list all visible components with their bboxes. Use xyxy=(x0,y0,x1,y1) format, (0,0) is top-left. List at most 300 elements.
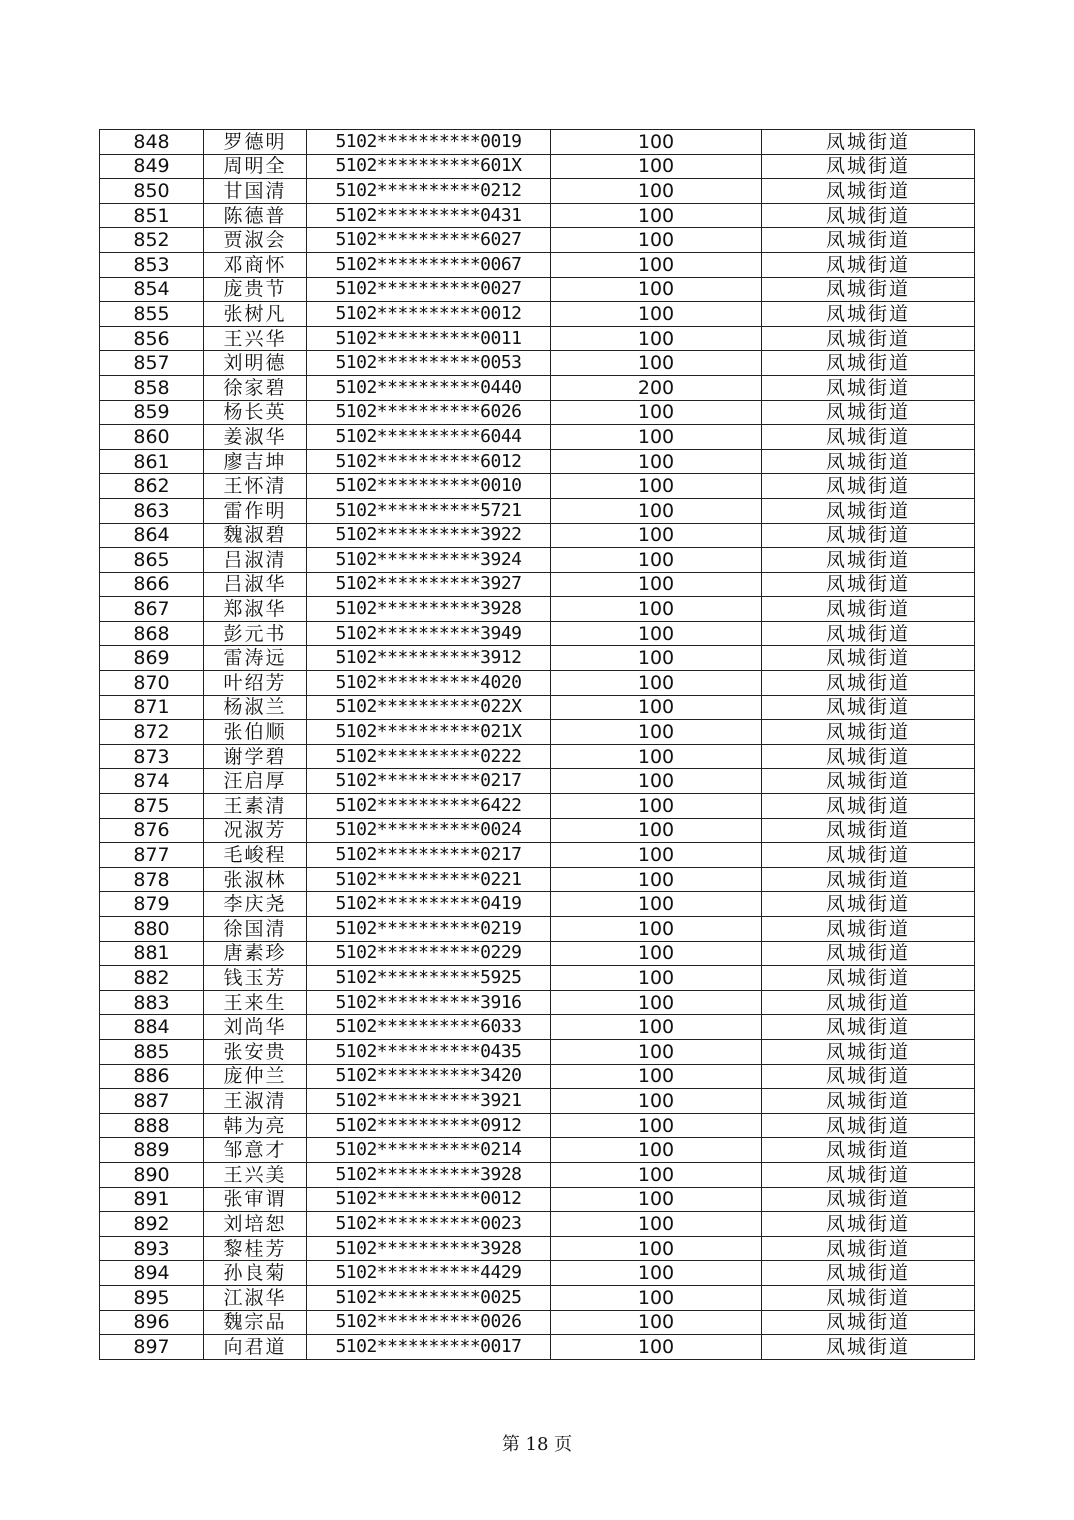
person-name-cell: 刘尚华 xyxy=(204,1015,307,1040)
table-row xyxy=(100,203,975,228)
street-name-cell: 凤城街道 xyxy=(762,351,975,376)
street-name-cell: 凤城街道 xyxy=(762,867,975,892)
amount-cell: 100 xyxy=(551,621,762,646)
table-row xyxy=(100,1212,975,1237)
amount-cell: 100 xyxy=(551,646,762,671)
person-name-cell: 刘培恕 xyxy=(204,1212,307,1237)
table-row xyxy=(100,1089,975,1114)
row-number-cell: 873 xyxy=(100,744,204,769)
person-name-cell: 汪启厚 xyxy=(204,769,307,794)
person-name-cell: 吕淑华 xyxy=(204,572,307,597)
subsidy-table xyxy=(99,129,975,1360)
row-number-cell: 891 xyxy=(100,1187,204,1212)
person-name-cell: 刘明德 xyxy=(204,351,307,376)
table-row xyxy=(100,154,975,179)
amount-cell: 100 xyxy=(551,867,762,892)
row-number-cell: 877 xyxy=(100,843,204,868)
person-name-cell: 韩为亮 xyxy=(204,1113,307,1138)
id-number-cell: 5102**********0435 xyxy=(307,1039,551,1064)
street-name-cell: 凤城街道 xyxy=(762,671,975,696)
id-number-cell: 5102**********3928 xyxy=(307,597,551,622)
street-name-cell: 凤城街道 xyxy=(762,720,975,745)
street-name-cell: 凤城街道 xyxy=(762,1039,975,1064)
amount-cell: 100 xyxy=(551,400,762,425)
id-number-cell: 5102**********3420 xyxy=(307,1064,551,1089)
street-name-cell: 凤城街道 xyxy=(762,597,975,622)
person-name-cell: 姜淑华 xyxy=(204,425,307,450)
id-number-cell: 5102**********3922 xyxy=(307,523,551,548)
row-number-cell: 866 xyxy=(100,572,204,597)
person-name-cell: 张审谓 xyxy=(204,1187,307,1212)
street-name-cell: 凤城街道 xyxy=(762,1089,975,1114)
street-name-cell: 凤城街道 xyxy=(762,523,975,548)
table-row xyxy=(100,621,975,646)
amount-cell: 100 xyxy=(551,990,762,1015)
id-number-cell: 5102**********0212 xyxy=(307,179,551,204)
amount-cell: 100 xyxy=(551,966,762,991)
amount-cell: 100 xyxy=(551,1162,762,1187)
row-number-cell: 881 xyxy=(100,941,204,966)
table-row xyxy=(100,818,975,843)
id-number-cell: 5102**********0217 xyxy=(307,843,551,868)
amount-cell: 100 xyxy=(551,523,762,548)
street-name-cell: 凤城街道 xyxy=(762,695,975,720)
street-name-cell: 凤城街道 xyxy=(762,548,975,573)
street-name-cell: 凤城街道 xyxy=(762,1162,975,1187)
id-number-cell: 5102**********3928 xyxy=(307,1236,551,1261)
id-number-cell: 5102**********3916 xyxy=(307,990,551,1015)
table-row xyxy=(100,1162,975,1187)
street-name-cell: 凤城街道 xyxy=(762,154,975,179)
table-row xyxy=(100,671,975,696)
amount-cell: 100 xyxy=(551,1310,762,1335)
id-number-cell: 5102**********0229 xyxy=(307,941,551,966)
row-number-cell: 880 xyxy=(100,917,204,942)
amount-cell: 100 xyxy=(551,892,762,917)
person-name-cell: 王怀清 xyxy=(204,474,307,499)
row-number-cell: 848 xyxy=(100,130,204,155)
row-number-cell: 869 xyxy=(100,646,204,671)
amount-cell: 100 xyxy=(551,941,762,966)
street-name-cell: 凤城街道 xyxy=(762,892,975,917)
person-name-cell: 杨长英 xyxy=(204,400,307,425)
person-name-cell: 况淑芳 xyxy=(204,818,307,843)
person-name-cell: 周明全 xyxy=(204,154,307,179)
table-row xyxy=(100,425,975,450)
street-name-cell: 凤城街道 xyxy=(762,646,975,671)
table-row xyxy=(100,498,975,523)
table-row xyxy=(100,769,975,794)
table-row xyxy=(100,277,975,302)
person-name-cell: 雷作明 xyxy=(204,498,307,523)
table-row xyxy=(100,1039,975,1064)
table-row xyxy=(100,720,975,745)
row-number-cell: 871 xyxy=(100,695,204,720)
amount-cell: 100 xyxy=(551,769,762,794)
amount-cell: 100 xyxy=(551,302,762,327)
table-row xyxy=(100,548,975,573)
amount-cell: 100 xyxy=(551,252,762,277)
id-number-cell: 5102**********0219 xyxy=(307,917,551,942)
amount-cell: 100 xyxy=(551,1335,762,1360)
person-name-cell: 徐国清 xyxy=(204,917,307,942)
person-name-cell: 唐素珍 xyxy=(204,941,307,966)
amount-cell: 100 xyxy=(551,1039,762,1064)
table-row xyxy=(100,400,975,425)
table-row xyxy=(100,326,975,351)
amount-cell: 100 xyxy=(551,498,762,523)
amount-cell: 100 xyxy=(551,130,762,155)
street-name-cell: 凤城街道 xyxy=(762,769,975,794)
id-number-cell: 5102**********0419 xyxy=(307,892,551,917)
amount-cell: 200 xyxy=(551,375,762,400)
row-number-cell: 893 xyxy=(100,1236,204,1261)
row-number-cell: 874 xyxy=(100,769,204,794)
table-row xyxy=(100,966,975,991)
amount-cell: 100 xyxy=(551,326,762,351)
row-number-cell: 875 xyxy=(100,794,204,819)
id-number-cell: 5102**********6026 xyxy=(307,400,551,425)
person-name-cell: 向君道 xyxy=(204,1335,307,1360)
amount-cell: 100 xyxy=(551,917,762,942)
table-row xyxy=(100,1138,975,1163)
street-name-cell: 凤城街道 xyxy=(762,425,975,450)
id-number-cell: 5102**********0221 xyxy=(307,867,551,892)
amount-cell: 100 xyxy=(551,1089,762,1114)
person-name-cell: 张淑林 xyxy=(204,867,307,892)
person-name-cell: 陈德普 xyxy=(204,203,307,228)
amount-cell: 100 xyxy=(551,179,762,204)
table-row xyxy=(100,351,975,376)
table-row xyxy=(100,917,975,942)
amount-cell: 100 xyxy=(551,720,762,745)
row-number-cell: 868 xyxy=(100,621,204,646)
amount-cell: 100 xyxy=(551,744,762,769)
row-number-cell: 853 xyxy=(100,252,204,277)
street-name-cell: 凤城街道 xyxy=(762,621,975,646)
id-number-cell: 5102**********0053 xyxy=(307,351,551,376)
id-number-cell: 5102**********6033 xyxy=(307,1015,551,1040)
street-name-cell: 凤城街道 xyxy=(762,1113,975,1138)
id-number-cell: 5102**********3927 xyxy=(307,572,551,597)
row-number-cell: 896 xyxy=(100,1310,204,1335)
row-number-cell: 867 xyxy=(100,597,204,622)
table-row xyxy=(100,1310,975,1335)
row-number-cell: 849 xyxy=(100,154,204,179)
row-number-cell: 855 xyxy=(100,302,204,327)
id-number-cell: 5102**********0025 xyxy=(307,1285,551,1310)
person-name-cell: 张树凡 xyxy=(204,302,307,327)
table-row xyxy=(100,1064,975,1089)
amount-cell: 100 xyxy=(551,818,762,843)
id-number-cell: 5102**********3949 xyxy=(307,621,551,646)
id-number-cell: 5102**********0026 xyxy=(307,1310,551,1335)
person-name-cell: 钱玉芳 xyxy=(204,966,307,991)
amount-cell: 100 xyxy=(551,277,762,302)
amount-cell: 100 xyxy=(551,1212,762,1237)
id-number-cell: 5102**********0012 xyxy=(307,302,551,327)
street-name-cell: 凤城街道 xyxy=(762,302,975,327)
row-number-cell: 859 xyxy=(100,400,204,425)
street-name-cell: 凤城街道 xyxy=(762,1212,975,1237)
street-name-cell: 凤城街道 xyxy=(762,449,975,474)
person-name-cell: 甘国清 xyxy=(204,179,307,204)
page-number: 第 18 页 xyxy=(501,1434,573,1455)
id-number-cell: 5102**********4020 xyxy=(307,671,551,696)
id-number-cell: 5102**********0214 xyxy=(307,1138,551,1163)
street-name-cell: 凤城街道 xyxy=(762,744,975,769)
row-number-cell: 882 xyxy=(100,966,204,991)
table-row xyxy=(100,523,975,548)
amount-cell: 100 xyxy=(551,1064,762,1089)
street-name-cell: 凤城街道 xyxy=(762,818,975,843)
row-number-cell: 889 xyxy=(100,1138,204,1163)
street-name-cell: 凤城街道 xyxy=(762,474,975,499)
id-number-cell: 5102**********3921 xyxy=(307,1089,551,1114)
street-name-cell: 凤城街道 xyxy=(762,130,975,155)
id-number-cell: 5102**********6027 xyxy=(307,228,551,253)
id-number-cell: 5102**********021X xyxy=(307,720,551,745)
table-row xyxy=(100,228,975,253)
row-number-cell: 884 xyxy=(100,1015,204,1040)
id-number-cell: 5102**********0023 xyxy=(307,1212,551,1237)
street-name-cell: 凤城街道 xyxy=(762,941,975,966)
row-number-cell: 886 xyxy=(100,1064,204,1089)
amount-cell: 100 xyxy=(551,572,762,597)
street-name-cell: 凤城街道 xyxy=(762,179,975,204)
person-name-cell: 黎桂芳 xyxy=(204,1236,307,1261)
person-name-cell: 江淑华 xyxy=(204,1285,307,1310)
person-name-cell: 王素清 xyxy=(204,794,307,819)
table-row xyxy=(100,179,975,204)
person-name-cell: 魏淑碧 xyxy=(204,523,307,548)
table-row xyxy=(100,646,975,671)
row-number-cell: 887 xyxy=(100,1089,204,1114)
id-number-cell: 5102**********6422 xyxy=(307,794,551,819)
person-name-cell: 邓商怀 xyxy=(204,252,307,277)
row-number-cell: 851 xyxy=(100,203,204,228)
street-name-cell: 凤城街道 xyxy=(762,1236,975,1261)
row-number-cell: 892 xyxy=(100,1212,204,1237)
id-number-cell: 5102**********0222 xyxy=(307,744,551,769)
amount-cell: 100 xyxy=(551,671,762,696)
id-number-cell: 5102**********0011 xyxy=(307,326,551,351)
id-number-cell: 5102**********0010 xyxy=(307,474,551,499)
id-number-cell: 5102**********0017 xyxy=(307,1335,551,1360)
street-name-cell: 凤城街道 xyxy=(762,498,975,523)
row-number-cell: 879 xyxy=(100,892,204,917)
street-name-cell: 凤城街道 xyxy=(762,375,975,400)
table-row xyxy=(100,892,975,917)
person-name-cell: 郑淑华 xyxy=(204,597,307,622)
row-number-cell: 852 xyxy=(100,228,204,253)
street-name-cell: 凤城街道 xyxy=(762,917,975,942)
person-name-cell: 王兴美 xyxy=(204,1162,307,1187)
amount-cell: 100 xyxy=(551,695,762,720)
table-row xyxy=(100,990,975,1015)
id-number-cell: 5102**********0217 xyxy=(307,769,551,794)
row-number-cell: 856 xyxy=(100,326,204,351)
street-name-cell: 凤城街道 xyxy=(762,228,975,253)
id-number-cell: 5102**********0027 xyxy=(307,277,551,302)
person-name-cell: 邹意才 xyxy=(204,1138,307,1163)
table-row xyxy=(100,867,975,892)
table-row xyxy=(100,843,975,868)
person-name-cell: 罗德明 xyxy=(204,130,307,155)
street-name-cell: 凤城街道 xyxy=(762,966,975,991)
row-number-cell: 872 xyxy=(100,720,204,745)
row-number-cell: 888 xyxy=(100,1113,204,1138)
person-name-cell: 魏宗品 xyxy=(204,1310,307,1335)
street-name-cell: 凤城街道 xyxy=(762,400,975,425)
id-number-cell: 5102**********0012 xyxy=(307,1187,551,1212)
row-number-cell: 890 xyxy=(100,1162,204,1187)
table-row xyxy=(100,941,975,966)
person-name-cell: 徐家碧 xyxy=(204,375,307,400)
id-number-cell: 5102**********0024 xyxy=(307,818,551,843)
street-name-cell: 凤城街道 xyxy=(762,277,975,302)
amount-cell: 100 xyxy=(551,351,762,376)
row-number-cell: 858 xyxy=(100,375,204,400)
table-row xyxy=(100,1261,975,1286)
id-number-cell: 5102**********5721 xyxy=(307,498,551,523)
id-number-cell: 5102**********6044 xyxy=(307,425,551,450)
table-row xyxy=(100,474,975,499)
person-name-cell: 廖吉坤 xyxy=(204,449,307,474)
person-name-cell: 雷涛远 xyxy=(204,646,307,671)
id-number-cell: 5102**********0067 xyxy=(307,252,551,277)
amount-cell: 100 xyxy=(551,843,762,868)
street-name-cell: 凤城街道 xyxy=(762,1261,975,1286)
amount-cell: 100 xyxy=(551,1236,762,1261)
row-number-cell: 878 xyxy=(100,867,204,892)
person-name-cell: 谢学碧 xyxy=(204,744,307,769)
id-number-cell: 5102**********5925 xyxy=(307,966,551,991)
id-number-cell: 5102**********3924 xyxy=(307,548,551,573)
amount-cell: 100 xyxy=(551,154,762,179)
table-body xyxy=(100,130,975,1360)
table-row xyxy=(100,744,975,769)
person-name-cell: 孙良菊 xyxy=(204,1261,307,1286)
street-name-cell: 凤城街道 xyxy=(762,1335,975,1360)
table-row xyxy=(100,597,975,622)
id-number-cell: 5102**********0440 xyxy=(307,375,551,400)
row-number-cell: 895 xyxy=(100,1285,204,1310)
street-name-cell: 凤城街道 xyxy=(762,326,975,351)
person-name-cell: 叶绍芳 xyxy=(204,671,307,696)
amount-cell: 100 xyxy=(551,1285,762,1310)
person-name-cell: 彭元书 xyxy=(204,621,307,646)
table-row xyxy=(100,449,975,474)
row-number-cell: 862 xyxy=(100,474,204,499)
table-row xyxy=(100,1285,975,1310)
id-number-cell: 5102**********0019 xyxy=(307,130,551,155)
row-number-cell: 897 xyxy=(100,1335,204,1360)
person-name-cell: 张伯顺 xyxy=(204,720,307,745)
street-name-cell: 凤城街道 xyxy=(762,990,975,1015)
table-row xyxy=(100,375,975,400)
row-number-cell: 854 xyxy=(100,277,204,302)
street-name-cell: 凤城街道 xyxy=(762,794,975,819)
street-name-cell: 凤城街道 xyxy=(762,1138,975,1163)
street-name-cell: 凤城街道 xyxy=(762,203,975,228)
person-name-cell: 杨淑兰 xyxy=(204,695,307,720)
street-name-cell: 凤城街道 xyxy=(762,572,975,597)
table-row xyxy=(100,252,975,277)
street-name-cell: 凤城街道 xyxy=(762,252,975,277)
amount-cell: 100 xyxy=(551,203,762,228)
street-name-cell: 凤城街道 xyxy=(762,1285,975,1310)
row-number-cell: 894 xyxy=(100,1261,204,1286)
street-name-cell: 凤城街道 xyxy=(762,1015,975,1040)
id-number-cell: 5102**********3928 xyxy=(307,1162,551,1187)
amount-cell: 100 xyxy=(551,548,762,573)
id-number-cell: 5102**********3912 xyxy=(307,646,551,671)
amount-cell: 100 xyxy=(551,1187,762,1212)
table-row xyxy=(100,1187,975,1212)
table-row xyxy=(100,130,975,155)
amount-cell: 100 xyxy=(551,794,762,819)
row-number-cell: 860 xyxy=(100,425,204,450)
row-number-cell: 863 xyxy=(100,498,204,523)
person-name-cell: 王淑清 xyxy=(204,1089,307,1114)
id-number-cell: 5102**********601X xyxy=(307,154,551,179)
amount-cell: 100 xyxy=(551,1015,762,1040)
amount-cell: 100 xyxy=(551,425,762,450)
row-number-cell: 857 xyxy=(100,351,204,376)
person-name-cell: 李庆尧 xyxy=(204,892,307,917)
person-name-cell: 王兴华 xyxy=(204,326,307,351)
table-row xyxy=(100,1335,975,1360)
amount-cell: 100 xyxy=(551,449,762,474)
row-number-cell: 870 xyxy=(100,671,204,696)
person-name-cell: 庞仲兰 xyxy=(204,1064,307,1089)
id-number-cell: 5102**********0431 xyxy=(307,203,551,228)
amount-cell: 100 xyxy=(551,1261,762,1286)
person-name-cell: 毛峻程 xyxy=(204,843,307,868)
person-name-cell: 吕淑清 xyxy=(204,548,307,573)
street-name-cell: 凤城街道 xyxy=(762,843,975,868)
person-name-cell: 庞贵节 xyxy=(204,277,307,302)
amount-cell: 100 xyxy=(551,597,762,622)
table-row xyxy=(100,1015,975,1040)
amount-cell: 100 xyxy=(551,474,762,499)
id-number-cell: 5102**********0912 xyxy=(307,1113,551,1138)
row-number-cell: 865 xyxy=(100,548,204,573)
row-number-cell: 850 xyxy=(100,179,204,204)
id-number-cell: 5102**********4429 xyxy=(307,1261,551,1286)
amount-cell: 100 xyxy=(551,1138,762,1163)
table-row xyxy=(100,695,975,720)
street-name-cell: 凤城街道 xyxy=(762,1064,975,1089)
row-number-cell: 876 xyxy=(100,818,204,843)
id-number-cell: 5102**********6012 xyxy=(307,449,551,474)
person-name-cell: 贾淑会 xyxy=(204,228,307,253)
person-name-cell: 张安贵 xyxy=(204,1039,307,1064)
street-name-cell: 凤城街道 xyxy=(762,1187,975,1212)
table-row xyxy=(100,302,975,327)
row-number-cell: 864 xyxy=(100,523,204,548)
row-number-cell: 861 xyxy=(100,449,204,474)
table-row xyxy=(100,1113,975,1138)
table-row xyxy=(100,1236,975,1261)
person-name-cell: 王来生 xyxy=(204,990,307,1015)
id-number-cell: 5102**********022X xyxy=(307,695,551,720)
row-number-cell: 885 xyxy=(100,1039,204,1064)
table-row xyxy=(100,572,975,597)
amount-cell: 100 xyxy=(551,228,762,253)
row-number-cell: 883 xyxy=(100,990,204,1015)
